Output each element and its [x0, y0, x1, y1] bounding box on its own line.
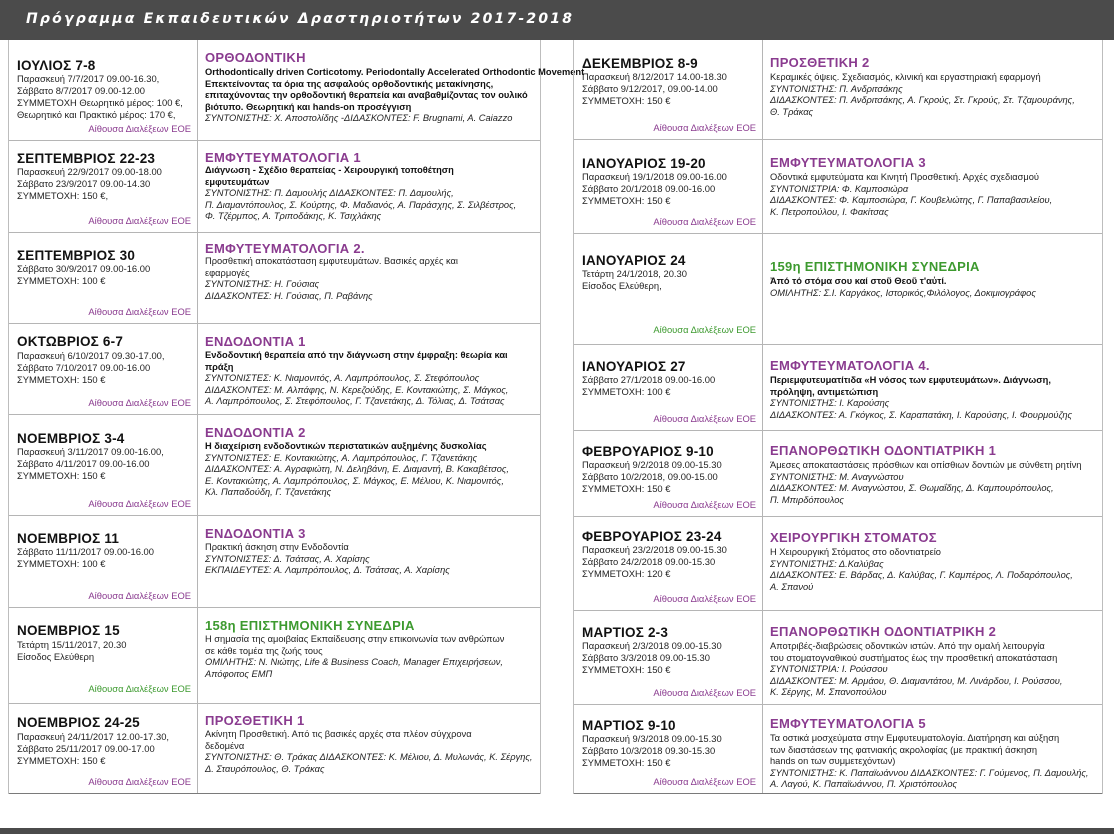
topic-line: Αποτριβές-διαβρώσεις οδοντικών ιστών. Από την ομαλή λειτουργία	[770, 641, 1045, 651]
schedule-row	[574, 431, 1102, 517]
date-line: Σάββατο 27/1/2018 09.00-16.00	[582, 374, 716, 385]
venue-label: Αίθουσα Διαλέξεων ΕΟΕ	[653, 776, 756, 787]
topic-line: σε κάθε τομέα της ζωής τους	[205, 645, 323, 656]
topic-line: Ακίνητη Προσθετική. Από τις βασικές αρχές στα πλέον σύγχρονα	[205, 729, 472, 739]
course-cell	[763, 345, 1102, 430]
course-description	[205, 542, 536, 577]
venue-label: Αίθουσα Διαλέξεων ΕΟΕ	[88, 590, 191, 601]
course-cell	[763, 517, 1102, 610]
course-description	[770, 172, 1098, 218]
course-description	[770, 276, 1098, 299]
date-line: ΣΥΜΜΕΤΟΧΗ: 100 €	[582, 386, 671, 397]
course-cell	[763, 705, 1102, 793]
schedule-row	[9, 516, 540, 608]
course-description	[770, 733, 1098, 791]
course-title: ΕΜΦΥΤΕΥΜΑΤΟΛΟΓΙΑ 2.	[205, 241, 365, 256]
schedule-row	[9, 608, 540, 704]
instructors-line: ΔΙΔΑΣΚΟΝΤΕΣ: Ε. Βάρδας, Δ. Καλύβας, Γ. Καμπέρος, Λ. Ποδαρόπουλος,	[770, 570, 1073, 581]
date-line: ΣΥΜΜΕΤΟΧΗ: 150 €	[17, 470, 106, 481]
schedule-row	[9, 233, 540, 324]
session-dates	[582, 268, 687, 292]
instructors-line: ΣΥΝΤΟΝΙΣΤΕΣ: Δ. Τσάτσας, Α. Χαρίσης	[205, 553, 370, 564]
venue-label: Αίθουσα Διαλέξεων ΕΟΕ	[653, 122, 756, 133]
session-month: ΝΟΕΜΒΡΙΟΣ 3-4	[17, 431, 125, 446]
session-month: ΝΟΕΜΒΡΙΟΣ 15	[17, 623, 120, 638]
date-line: ΣΥΜΜΕΤΟΧΗ: 120 €	[582, 568, 671, 579]
date-line: Παρασκευή 24/11/2017 12.00-17.30,	[17, 731, 170, 742]
instructors-line: ΣΥΝΤΟΝΙΣΤΗΣ: Ι. Καρούσης	[770, 398, 890, 409]
date-line: Σάββατο 3/3/2018 09.00-15.30	[582, 652, 710, 663]
session-month: ΜΑΡΤΙΟΣ 2-3	[582, 625, 669, 640]
topic-line: των διαστάσεων της φατνιακής ακρολοφίας (με πρακτική άσκηση	[770, 744, 1038, 755]
instructors-line: Κ. Σέργης, Μ. Σπανοπούλου	[770, 687, 887, 698]
course-cell	[763, 611, 1102, 704]
session-month: ΝΟΕΜΒΡΙΟΣ 11	[17, 531, 120, 546]
date-cell	[574, 705, 763, 793]
date-line: Σάββατο 11/11/2017 09.00-16.00	[17, 546, 154, 557]
date-cell	[574, 517, 763, 610]
date-line: ΣΥΜΜΕΤΟΧΗ: 150 €	[582, 95, 671, 106]
session-month: ΙΟΥΛΙΟΣ 7-8	[17, 58, 96, 73]
date-line: Σάββατο 8/7/2017 09.00-12.00	[17, 85, 145, 96]
course-description	[205, 729, 536, 775]
venue-label: Αίθουσα Διαλέξεων ΕΟΕ	[653, 216, 756, 227]
instructors-line: ΣΥΝΤΟΝΙΣΤΗΣ: Κ. Παπαϊωάννου ΔΙΔΑΣΚΟΝΤΕΣ: Γ. Γούμενος, Π. Δαμουλής,	[770, 767, 1089, 778]
course-title: ΕΝΔΟΔΟΝΤΙΑ 1	[205, 334, 306, 349]
course-description	[205, 165, 536, 223]
session-month: ΙΑΝΟΥΑΡΙΟΣ 24	[582, 253, 686, 268]
date-line: Σάββατο 4/11/2017 09.00-16.00	[17, 458, 150, 469]
venue-label: Αίθουσα Διαλέξεων ΕΟΕ	[88, 683, 191, 694]
date-line: Σάββατο 10/3/2018 09.30-15.30	[582, 745, 716, 756]
date-line: ΣΥΜΜΕΤΟΧΗ: 150 €	[582, 195, 671, 206]
instructors-line: ΣΥΝΤΟΝΙΣΤΗΣ: Θ. Τράκας ΔΙΔΑΣΚΟΝΤΕΣ: Κ. Μέλιου, Δ. Μυλωνάς, Κ. Σέργης,	[205, 752, 533, 763]
date-line: Σάββατο 7/10/2017 09.00-16.00	[17, 362, 151, 373]
session-month: ΦΕΒΡΟΥΑΡΙΟΣ 9-10	[582, 444, 714, 459]
footer-bar	[0, 828, 1114, 834]
schedule-row	[574, 234, 1102, 345]
session-dates	[17, 263, 150, 287]
topic-line: Η σημασία της αμοιβαίας Εκπαίδευσης στην επικοινωνία των ανθρώπων	[205, 634, 505, 644]
date-line: Παρασκευή 9/2/2018 09.00-15.30	[582, 459, 722, 470]
date-cell	[9, 415, 198, 515]
venue-label: Αίθουσα Διαλέξεων ΕΟΕ	[653, 324, 756, 335]
venue-label: Αίθουσα Διαλέξεων ΕΟΕ	[88, 306, 191, 317]
date-cell	[9, 40, 198, 140]
session-month: ΣΕΠΤΕΜΒΡΙΟΣ 22-23	[17, 151, 156, 166]
instructors-line: ΣΥΝΤΟΝΙΣΤΗΣ: Μ. Αναγνώστου	[770, 471, 904, 482]
instructors-line: ΔΙΔΑΣΚΟΝΤΕΣ: Α. Γκόγκος, Σ. Καραπατάκη, Ι. Καρούσης, Ι. Φουρμούζης	[770, 409, 1073, 420]
course-cell	[763, 140, 1102, 233]
session-month: ΙΑΝΟΥΑΡΙΟΣ 19-20	[582, 156, 706, 171]
date-line: Παρασκευή 19/1/2018 09.00-16.00	[582, 171, 727, 182]
topic-line: Οδοντικά εμφυτεύματα και Κινητή Προσθετική. Αρχές σχεδιασμού	[770, 172, 1040, 182]
course-description	[770, 460, 1098, 506]
course-description	[770, 547, 1098, 593]
schedule-row	[574, 517, 1102, 611]
course-cell	[198, 324, 540, 414]
header-bar	[0, 0, 1114, 40]
venue-label: Αίθουσα Διαλέξεων ΕΟΕ	[653, 413, 756, 424]
session-month: ΣΕΠΤΕΜΒΡΙΟΣ 30	[17, 248, 136, 263]
date-cell	[574, 40, 763, 139]
date-cell	[9, 608, 198, 703]
topic-line: Άμεσες αποκαταστάσεις πρόσθιων και οπίσθιων δοντιών με σύνθετη ρητίνη	[770, 460, 1082, 470]
course-title: ΕΠΑΝΟΡΘΩΤΙΚΗ ΟΔΟΝΤΙΑΤΡΙΚΗ 1	[770, 443, 997, 458]
topic-line: του στοματογναθικού συστήματος έως την προσθετική αποκατάσταση	[770, 652, 1058, 663]
session-dates	[582, 459, 722, 495]
course-title: ΟΡΘΟΔΟΝΤΙΚΗ	[205, 50, 306, 65]
page-title: Πρόγραμμα Εκπαιδευτικών Δραστηριοτήτων 2017-2018	[26, 11, 575, 27]
schedule-row	[574, 40, 1102, 140]
topic-line: Η Χειρουργική Στόματος στο οδοντιατρείο	[770, 547, 941, 557]
date-cell	[574, 234, 763, 344]
date-line: Τετάρτη 15/11/2017, 20.30	[17, 639, 127, 650]
date-line: Παρασκευή 22/9/2017 09.00-18.00	[17, 166, 162, 177]
course-title: 159η ΕΠΙΣΤΗΜΟΝΙΚΗ ΣΥΝΕΔΡΙΑ	[770, 259, 980, 274]
venue-label: Αίθουσα Διαλέξεων ΕΟΕ	[88, 397, 191, 408]
date-cell	[574, 140, 763, 233]
course-title: ΕΜΦΥΤΕΥΜΑΤΟΛΟΓΙΑ 3	[770, 155, 926, 170]
date-line: Σάββατο 23/9/2017 09.00-14.30	[17, 178, 151, 189]
topic-line: Κεραμικές όψεις. Σχεδιασμός, κλινική και εργαστηριακή εφαρμογή	[770, 72, 1041, 82]
instructors-line: Φ. Τζέρμπος, Α. Τριποδάκης, Κ. Τσιχλάκης	[205, 211, 382, 222]
date-line: ΣΥΜΜΕΤΟΧΗ Θεωρητικό μέρος: 100 €,	[17, 97, 183, 108]
instructors-line: ΔΙΔΑΣΚΟΝΤΕΣ: Φ. Καμποσιώρα, Γ. Κουβελιώτης, Γ. Παπαβασιλείου,	[770, 195, 1053, 206]
course-title: ΠΡΟΣΘΕΤΙΚΗ 2	[770, 55, 870, 70]
instructors-line: ΣΥΝΤΟΝΙΣΤΕΣ: Κ. Νιαμονιτός, Α. Λαμπρόπουλος, Σ. Στεφόπουλος	[205, 373, 480, 384]
session-dates	[582, 374, 715, 398]
topic-line: πράξη	[205, 361, 234, 372]
date-cell	[574, 611, 763, 704]
instructors-line: Α. Σπανού	[770, 581, 814, 592]
course-title: 158η ΕΠΙΣΤΗΜΟΝΙΚΗ ΣΥΝΕΔΡΙΑ	[205, 618, 415, 633]
course-cell	[198, 608, 540, 703]
schedule-row	[574, 705, 1102, 794]
schedule-row	[9, 324, 540, 415]
date-line: Είσοδος Ελεύθερη,	[582, 280, 662, 291]
venue-label: Αίθουσα Διαλέξεων ΕΟΕ	[88, 215, 191, 226]
course-title: ΕΜΦΥΤΕΥΜΑΤΟΛΟΓΙΑ 5	[770, 716, 926, 731]
instructors-line: Θ. Τράκας	[770, 106, 814, 117]
date-line: ΣΥΜΜΕΤΟΧΗ: 150 €	[582, 757, 671, 768]
session-dates	[17, 73, 183, 121]
session-dates	[17, 166, 162, 202]
instructors-line: ΣΥΝΤΟΝΙΣΤΗΣ: Π. Ανδριτσάκης	[770, 83, 903, 94]
session-month: ΔΕΚΕΜΒΡΙΟΣ 8-9	[582, 56, 698, 71]
topic-line: πρόληψη, αντιμετώπιση	[770, 386, 879, 397]
instructors-line: ΕΚΠΑΙΔΕΥΤΕΣ: Α. Λαμπρόπουλος, Δ. Τσάτσας, Α. Χαρίσης	[205, 565, 450, 576]
date-line: ΣΥΜΜΕΤΟΧΗ: 100 €	[17, 558, 106, 569]
schedule-row	[9, 704, 540, 794]
course-cell	[198, 415, 540, 515]
date-line: Σάββατο 24/2/2018 09.00-15.30	[582, 556, 716, 567]
topic-line: εμφυτευμάτων	[205, 176, 270, 187]
date-line: Παρασκευή 8/12/2017 14.00-18.30	[582, 71, 727, 82]
topic-line: δεδομένα	[205, 740, 245, 751]
schedule-row	[9, 40, 585, 141]
instructors-line: Δ. Σταυρόπουλος, Θ. Τράκας	[205, 763, 325, 774]
instructors-line: ΣΥΝΤΟΝΙΣΤΗΣ: Π. Δαμουλής ΔΙΔΑΣΚΟΝΤΕΣ: Π. Δαμουλής,	[205, 188, 454, 199]
date-line: ΣΥΜΜΕΤΟΧΗ: 150 €	[582, 664, 671, 675]
date-line: Σάββατο 10/2/2018, 09.00-15.00	[582, 471, 718, 482]
schedule-row	[574, 345, 1102, 431]
date-line: Θεωρητικό και Πρακτικό μέρος: 170 €,	[17, 109, 176, 120]
session-dates	[17, 546, 154, 570]
venue-label: Αίθουσα Διαλέξεων ΕΟΕ	[88, 498, 191, 509]
course-description	[205, 350, 536, 408]
instructors-line: Ε. Κοντακιώτης, Α. Λαμπρόπουλος, Σ. Μάγκος, Ε. Μέλιου, Κ. Νιαμονιτός,	[205, 475, 504, 486]
instructors-line: ΣΥΝΤΟΝΙΣΤΗΣ: Χ. Αποστολίδης -ΔΙΔΑΣΚΟΝΤΕΣ: F. Brugnami, A. Caiazzo	[205, 113, 513, 124]
course-description	[205, 256, 536, 302]
session-dates	[582, 171, 727, 207]
course-cell	[198, 516, 540, 607]
date-line: Σάββατο 30/9/2017 09.00-16.00	[17, 263, 151, 274]
instructors-line: ΣΥΝΤΟΝΙΣΤΕΣ: Ε. Κοντακιώτης, Α. Λαμπρόπουλος, Γ. Τζανετάκης	[205, 452, 478, 463]
course-description	[205, 441, 536, 499]
date-line: ΣΥΜΜΕΤΟΧΗ: 150 €,	[17, 190, 109, 201]
instructors-line: ΔΙΔΑΣΚΟΝΤΕΣ: Μ. Αρμάου, Θ. Διαμαντάτου, Μ. Λινάρδου, Ι. Ρούσσου,	[770, 675, 1063, 686]
topic-line: Τα οστικά μοσχεύματα στην Εμφυτευματολογία. Διατήρηση και αύξηση	[770, 733, 1060, 743]
topic-line: hands on των συμμετεχόντων)	[770, 756, 896, 767]
course-cell	[198, 704, 540, 793]
instructors-line: ΔΙΔΑΣΚΟΝΤΕΣ: Η. Γούσιας, Π. Ραβάνης	[205, 290, 373, 301]
date-cell	[9, 324, 198, 414]
session-dates	[17, 350, 165, 386]
topic-line: Ἀπό τό στόμα σου καί στοῦ Θεοῦ τ'αὐτί.	[770, 276, 947, 286]
session-dates	[17, 731, 169, 767]
date-line: Παρασκευή 2/3/2018 09.00-15.30	[582, 640, 722, 651]
date-cell	[9, 704, 198, 793]
course-title: ΕΠΑΝΟΡΘΩΤΙΚΗ ΟΔΟΝΤΙΑΤΡΙΚΗ 2	[770, 624, 997, 639]
topic-line: Πρακτική άσκηση στην Ενδοδοντία	[205, 542, 349, 552]
course-description	[770, 72, 1098, 118]
instructors-line: ΣΥΝΤΟΝΙΣΤΗΣ: Δ.Καλύβας	[770, 558, 884, 569]
instructors-line: Π. Διαμαντόπουλος, Σ. Κούρτης, Φ. Μαδιανός, Α. Παράσχης, Σ. Σιλβέστρος,	[205, 199, 517, 210]
course-cell	[763, 431, 1102, 516]
instructors-line: Απόφοιτος ΕΜΠ	[205, 668, 273, 679]
course-title: ΠΡΟΣΘΕΤΙΚΗ 1	[205, 713, 305, 728]
schedule-row	[574, 140, 1102, 234]
date-line: Παρασκευή 23/2/2018 09.00-15.30	[582, 544, 727, 555]
date-line: Σάββατο 20/1/2018 09.00-16.00	[582, 183, 716, 194]
date-line: ΣΥΜΜΕΤΟΧΗ: 150 €	[17, 755, 106, 766]
topic-line: Η διαχείριση ενδοδοντικών περιστατικών αυξημένης δυσκολίας	[205, 441, 487, 451]
session-month: ΦΕΒΡΟΥΑΡΙΟΣ 23-24	[582, 529, 722, 544]
course-title: ΕΝΔΟΔΟΝΤΙΑ 3	[205, 526, 306, 541]
course-description	[770, 641, 1098, 699]
session-dates	[582, 544, 727, 580]
course-title: ΧΕΙΡΟΥΡΓΙΚΗ ΣΤΟΜΑΤΟΣ	[770, 530, 937, 545]
topic-line: Επεκτείνοντας τα όρια της ασφαλούς ορθοδοντικής μετακίνησης,	[205, 78, 494, 89]
course-title: ΕΝΔΟΔΟΝΤΙΑ 2	[205, 425, 306, 440]
topic-line: Διάγνωση - Σχέδιο θεραπείας - Χειρουργική τοποθέτηση	[205, 165, 454, 175]
date-line: Τετάρτη 24/1/2018, 20.30	[582, 268, 687, 279]
course-cell	[763, 40, 1102, 139]
right-column	[573, 40, 1103, 794]
session-dates	[17, 639, 126, 663]
venue-label: Αίθουσα Διαλέξεων ΕΟΕ	[653, 499, 756, 510]
course-description	[205, 67, 585, 125]
instructors-line: ΣΥΝΤΟΝΙΣΤΡΙΑ: Ι. Ρούσσου	[770, 664, 888, 675]
topic-line: Περιεμφυτευματίτιδα «Η νόσος των εμφυτευμάτων». Διάγνωση,	[770, 375, 1051, 385]
instructors-line: ΔΙΔΑΣΚΟΝΤΕΣ: Π. Ανδριτσάκης, Α. Γκρούς, Στ. Γκρούς, Στ. Τζαμουράνης,	[770, 95, 1075, 106]
date-cell	[9, 233, 198, 323]
date-line: ΣΥΜΜΕΤΟΧΗ: 100 €	[17, 275, 106, 286]
left-column	[8, 40, 585, 794]
date-line: Σάββατο 9/12/2017, 09.00-14.00	[582, 83, 718, 94]
date-line: Παρασκευή 3/11/2017 09.00-16.00,	[17, 446, 164, 457]
instructors-line: ΔΙΔΑΣΚΟΝΤΕΣ: Μ. Αναγνώστου, Σ. Θωμαΐδης, Δ. Καμπουρόπουλος,	[770, 483, 1054, 494]
session-dates	[582, 733, 722, 769]
date-cell	[9, 141, 198, 232]
date-line: Παρασκευή 6/10/2017 09.30-17.00,	[17, 350, 165, 361]
course-cell	[763, 234, 1102, 344]
instructors-line: ΣΥΝΤΟΝΙΣΤΗΣ: Η. Γούσιας	[205, 279, 320, 290]
course-cell	[198, 233, 540, 323]
instructors-line: ΣΥΝΤΟΝΙΣΤΡΙΑ: Φ. Καμποσιώρα	[770, 183, 909, 194]
instructors-line: Π. Μπιρδόπουλος	[770, 494, 844, 505]
instructors-line: Α. Λαγού, Κ. Παπαϊωάννου, Π. Χριστόπουλος	[770, 779, 958, 790]
date-cell	[574, 431, 763, 516]
instructors-line: Κλ. Παπαδούδη, Γ. Τζανετάκης	[205, 487, 332, 498]
instructors-line: Α. Λαμπρόπουλος, Σ. Στεφόπουλος, Γ. Τζανετάκης, Δ. Τόλιας, Δ. Τσάτσας	[205, 396, 505, 407]
topic-line: εφαρμογές	[205, 267, 250, 278]
topic-line: Ενδοδοντική θεραπεία από την διάγνωση στην έμφραξη: θεωρία και	[205, 350, 508, 360]
topic-line: βιότυπο. Θεωρητική και hands-on προσέγγιση	[205, 101, 412, 112]
instructors-line: ΟΜΙΛΗΤΗΣ: Ν. Νιώτης, Life & Business Coach, Manager Επιχειρήσεων,	[205, 657, 503, 668]
schedule-row	[9, 141, 540, 233]
topic-line: Orthodontically driven Corticotomy. Periodontally Accelerated Orthodontic Movement	[205, 67, 585, 77]
session-month: ΙΑΝΟΥΑΡΙΟΣ 27	[582, 359, 686, 374]
venue-label: Αίθουσα Διαλέξεων ΕΟΕ	[88, 123, 191, 134]
topic-line: Προσθετική αποκατάσταση εμφυτευμάτων. Βασικές αρχές και	[205, 256, 458, 266]
course-description	[770, 375, 1098, 421]
instructors-line: Κ. Πετροπούλου, Ι. Φακίτσας	[770, 206, 889, 217]
course-cell	[198, 141, 540, 232]
instructors-line: ΟΜΙΛΗΤΗΣ: Σ.Ι. Καργάκος, Ιστορικός,Φιλόλογος, Δοκιμιογράφος	[770, 287, 1036, 298]
course-title: ΕΜΦΥΤΕΥΜΑΤΟΛΟΓΙΑ 4.	[770, 358, 930, 373]
date-cell	[9, 516, 198, 607]
date-line: ΣΥΜΜΕΤΟΧΗ: 150 €	[582, 483, 671, 494]
schedule-row	[9, 415, 540, 516]
schedule-row	[574, 611, 1102, 705]
session-month: ΟΚΤΩΒΡΙΟΣ 6-7	[17, 334, 124, 349]
course-cell	[198, 40, 585, 140]
session-dates	[17, 446, 164, 482]
venue-label: Αίθουσα Διαλέξεων ΕΟΕ	[653, 593, 756, 604]
instructors-line: ΔΙΔΑΣΚΟΝΤΕΣ: Μ. Αλπάφης, Ν. Κερεζούδης, Ε. Κοντακιώτης, Σ. Μάγκος,	[205, 384, 509, 395]
date-line: Είσοδος Ελεύθερη	[17, 651, 95, 662]
date-line: Παρασκευή 9/3/2018 09.00-15.30	[582, 733, 722, 744]
session-month: ΜΑΡΤΙΟΣ 9-10	[582, 718, 676, 733]
course-description	[205, 634, 536, 680]
instructors-line: ΔΙΔΑΣΚΟΝΤΕΣ: Α. Αγραφιώτη, Ν. Δεληβάνη, Ε. Διαμαντή, Β. Κακαβέτσος,	[205, 464, 509, 475]
course-title: ΕΜΦΥΤΕΥΜΑΤΟΛΟΓΙΑ 1	[205, 150, 361, 165]
session-dates	[582, 640, 722, 676]
date-line: Σάββατο 25/11/2017 09.00-17.00	[17, 743, 155, 754]
date-line: ΣΥΜΜΕΤΟΧΗ: 150 €	[17, 374, 106, 385]
topic-line: επιταχύνοντας την ορθοδοντική θεραπεία και αναβαθμίζοντας τον ουλικό	[205, 90, 528, 101]
session-dates	[582, 71, 727, 107]
venue-label: Αίθουσα Διαλέξεων ΕΟΕ	[653, 687, 756, 698]
date-line: Παρασκευή 7/7/2017 09.00-16.30,	[17, 73, 160, 84]
date-cell	[574, 345, 763, 430]
venue-label: Αίθουσα Διαλέξεων ΕΟΕ	[88, 776, 191, 787]
session-month: ΝΟΕΜΒΡΙΟΣ 24-25	[17, 715, 140, 730]
